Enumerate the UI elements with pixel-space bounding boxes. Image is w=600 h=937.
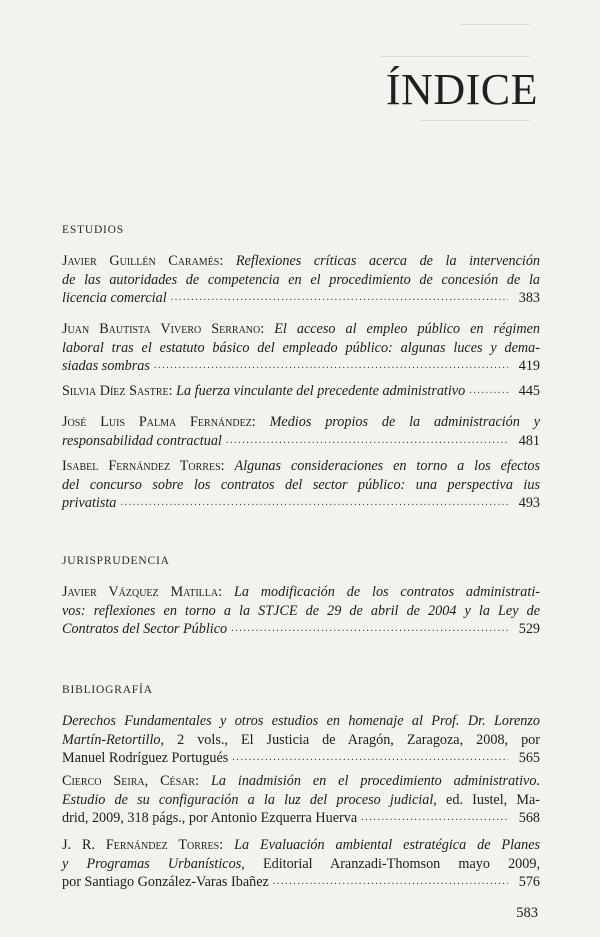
entry-page: 445 [518, 383, 540, 399]
section-heading-jurisprudencia: JURISPRUDENCIA [62, 555, 170, 567]
entry-page: 565 [518, 750, 540, 767]
entry-author: J. R. Fernández Torres: [62, 837, 224, 853]
entry-title: Estudio de su configuración a la luz del proceso judicial, [62, 791, 437, 808]
entry-reviewer: drid, 2009, 318 págs., por Antonio Ezquerra Huerva [62, 810, 358, 827]
entry-title: Medios propios de la administración y [269, 414, 540, 430]
entry-title: del concurso sobre los contratos del sector público: una perspectiva ius [62, 476, 540, 493]
section-heading-bibliografia: BIBLIOGRAFÍA [62, 684, 153, 696]
entry-page: 568 [518, 810, 540, 827]
page-number: 583 [516, 905, 538, 921]
entry-title: Derechos Fundamentales y otros estudios en homenaje al Prof. Dr. Lorenzo [62, 713, 540, 729]
entry-title: licencia comercial [62, 290, 167, 307]
leader-dots [361, 809, 508, 828]
entry-title: y Programas Urbanísticos, [62, 855, 245, 872]
entry-author: Isabel Fernández Torres: [62, 458, 225, 474]
entry-reviewer: Manuel Rodríguez Portugués [62, 750, 229, 767]
toc-entry[interactable] [62, 457, 540, 513]
leader-dots [120, 494, 508, 513]
toc-entry[interactable] [62, 252, 540, 308]
entry-title: siadas sombras [62, 358, 150, 375]
toc-entry[interactable] [62, 772, 540, 828]
toc-entry[interactable] [62, 382, 540, 401]
entry-page: 576 [518, 874, 540, 891]
leader-dots [171, 289, 508, 308]
leader-dots [273, 873, 508, 892]
toc-entry[interactable] [62, 836, 540, 892]
entry-title: Reflexiones críticas acerca de la intervención [235, 253, 541, 269]
entry-author: Cierco Seira, César: [62, 773, 200, 789]
entry-title: de las autoridades de competencia en el procedimiento de concesión de la [62, 271, 540, 288]
entry-title: El acceso al empleo público en régimen [274, 321, 541, 337]
show-through-mark [460, 10, 530, 25]
entry-title: responsabilidad contractual [62, 432, 222, 449]
entry-title: Algunas consideraciones en torno a los efectos [234, 458, 540, 474]
leader-dots [232, 749, 508, 768]
entry-title: vos: reflexiones en torno a la STJCE de 29 de abril de 2004 y la Ley de [62, 602, 540, 619]
entry-page: 493 [518, 495, 540, 512]
toc-entry[interactable] [62, 583, 540, 639]
entry-author: Javier Guillén Caramés: [62, 253, 224, 269]
entry-title: laboral tras el estatuto básico del empleado público: algunas luces y dema- [62, 339, 540, 356]
index-title: ÍNDICE [385, 65, 538, 114]
show-through-mark [380, 46, 530, 57]
entry-page: 529 [518, 621, 540, 638]
entry-details: Editorial Aranzadi-Thomson mayo 2009, [262, 855, 540, 872]
toc-entry[interactable] [62, 712, 540, 768]
entry-page: 419 [518, 358, 540, 375]
toc-entry[interactable] [62, 320, 540, 376]
section-heading-estudios: ESTUDIOS [62, 224, 124, 236]
entry-details: ed. Iustel, Ma- [446, 791, 541, 808]
leader-dots [469, 382, 508, 401]
entry-page: 481 [518, 432, 540, 449]
entry-author: Silvia Díez Sastre: [62, 383, 173, 399]
entry-page: 383 [518, 290, 540, 307]
leader-dots [226, 432, 508, 451]
leader-dots [154, 357, 508, 376]
entry-author: Juan Bautista Vivero Serrano: [62, 321, 265, 337]
entry-author: José Luis Palma Fernández: [62, 414, 256, 430]
entry-title: La modificación de los contratos administrati- [233, 584, 541, 600]
entry-author: Javier Vázquez Matilla: [62, 584, 223, 600]
leader-dots [231, 620, 508, 639]
entry-reviewer: por Santiago González-Varas Ibañez [62, 874, 269, 891]
entry-title: Martín-Retortillo, [62, 731, 165, 748]
entry-title: La inadmisión en el procedimiento administrativo. [210, 773, 540, 789]
entry-title: La fuerza vinculante del precedente administrativo [176, 383, 466, 399]
entry-title: La Evaluación ambiental estratégica de Planes [234, 837, 541, 853]
toc-entry[interactable] [62, 413, 540, 450]
entry-title: privatista [62, 495, 117, 512]
entry-title: Contratos del Sector Público [62, 621, 228, 638]
entry-details: 2 vols., El Justicia de Aragón, Zaragoza, 2008, por [177, 731, 541, 748]
